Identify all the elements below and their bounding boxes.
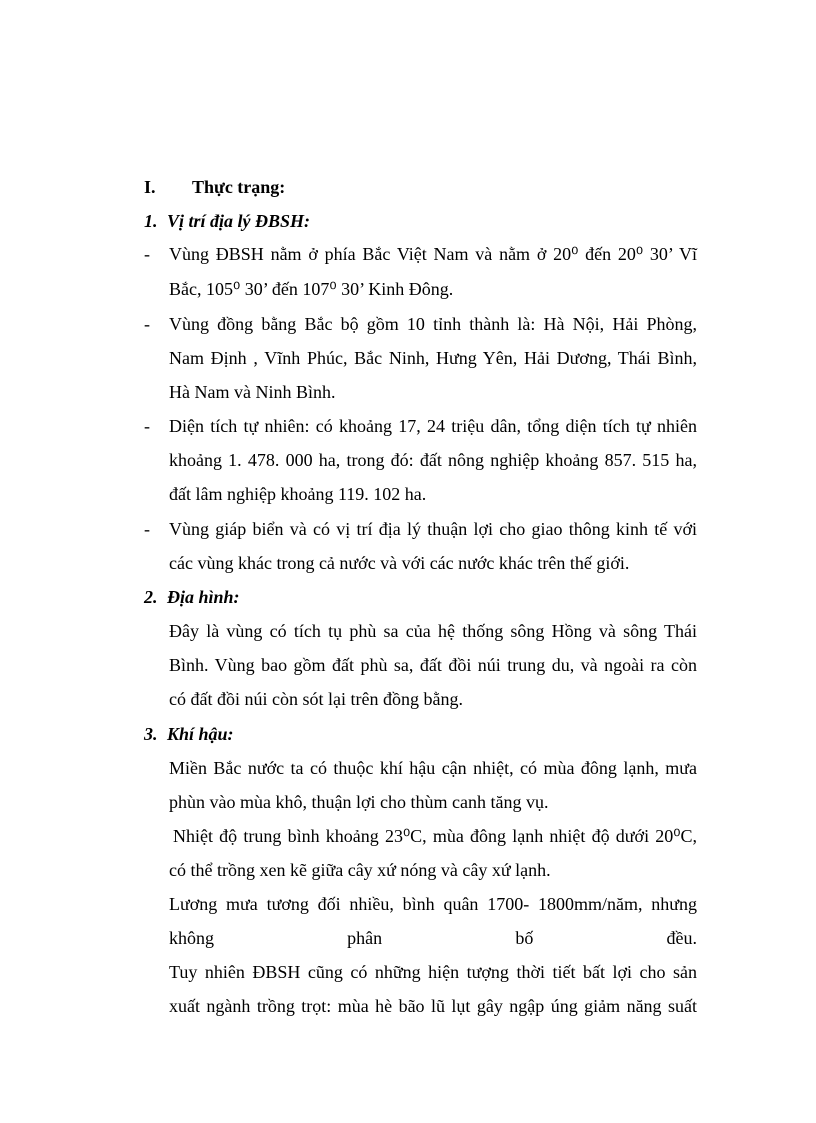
bullet-marker: - [144,416,150,436]
bullet-marker: - [144,314,150,334]
sub1-title: Vị trí địa lý ĐBSH: [167,211,311,231]
sub2-title: Địa hình: [167,587,240,607]
bullet-3-line-1: Diện tích tự nhiên: có khoảng 17, 24 triệu dân, tổng diện tích tự nhiên [169,416,697,436]
bullet-3-line-2: khoảng 1. 478. 000 ha, trong đó: đất nông nghiệp khoảng 857. 515 ha, [169,450,697,470]
sub3-title: Khí hậu: [167,724,234,744]
sub3-line-3: Nhiệt độ trung bình khoảng 23⁰C, mùa đông lạnh nhiệt độ dưới 20⁰C, [173,826,697,846]
section-title: Thực trạng: [192,177,286,197]
sub3-line-8: xuất ngành trồng trọt: mùa hè bão lũ lụt gây ngập úng giảm năng suất [169,996,697,1016]
sub3-line-1: Miền Bắc nước ta có thuộc khí hậu cận nhiệt, có mùa đông lạnh, mưa [169,758,697,778]
sub1-number: 1. [144,211,158,231]
bullet-4-line-2: các vùng khác trong cả nước và với các nước khác trên thế giới. [169,553,630,573]
bullet-marker: - [144,244,150,264]
section-number: I. [144,177,156,197]
sub2-number: 2. [144,587,158,607]
sub2-line-1: Đây là vùng có tích tụ phù sa của hệ thống sông Hồng và sông Thái [169,621,697,641]
sub3-number: 3. [144,724,158,744]
bullet-2-line-1: Vùng đồng bằng Bắc bộ gồm 10 tỉnh thành là: Hà Nội, Hải Phòng, [169,314,697,334]
bullet-3-line-3: đất lâm nghiệp khoảng 119. 102 ha. [169,484,427,504]
bullet-marker: - [144,519,150,539]
sub3-line-2: phùn vào mùa khô, thuận lợi cho thùm canh tăng vụ. [169,792,549,812]
bullet-2-line-3: Hà Nam và Ninh Bình. [169,382,336,402]
sub3-line-5: Lương mưa tương đối nhiều, bình quân 1700- 1800mm/năm, nhưng [169,894,697,914]
sub2-line-2: Bình. Vùng bao gồm đất phù sa, đất đồi núi trung du, và ngoài ra còn [169,655,697,675]
bullet-4-line-1: Vùng giáp biển và có vị trí địa lý thuận lợi cho giao thông kinh tế với [169,519,697,539]
bullet-2-line-2: Nam Định , Vĩnh Phúc, Bắc Ninh, Hưng Yên, Hải Dương, Thái Bình, [169,348,697,368]
bullet-1-line-1: Vùng ĐBSH nằm ở phía Bắc Việt Nam và nằm ở 20⁰ đến 20⁰ 30’ Vĩ [169,244,697,264]
bullet-1-line-2: Bắc, 105⁰ 30’ đến 107⁰ 30’ Kinh Đông. [169,279,454,299]
sub3-line-7: Tuy nhiên ĐBSH cũng có những hiện tượng thời tiết bất lợi cho sản [169,962,697,982]
sub3-line-4: có thể trồng xen kẽ giữa cây xứ nóng và cây xứ lạnh. [169,860,551,880]
sub2-line-3: có đất đồi núi còn sót lại trên đồng bằng. [169,689,463,709]
sub3-line-6: không phân bố đều. [169,928,697,948]
